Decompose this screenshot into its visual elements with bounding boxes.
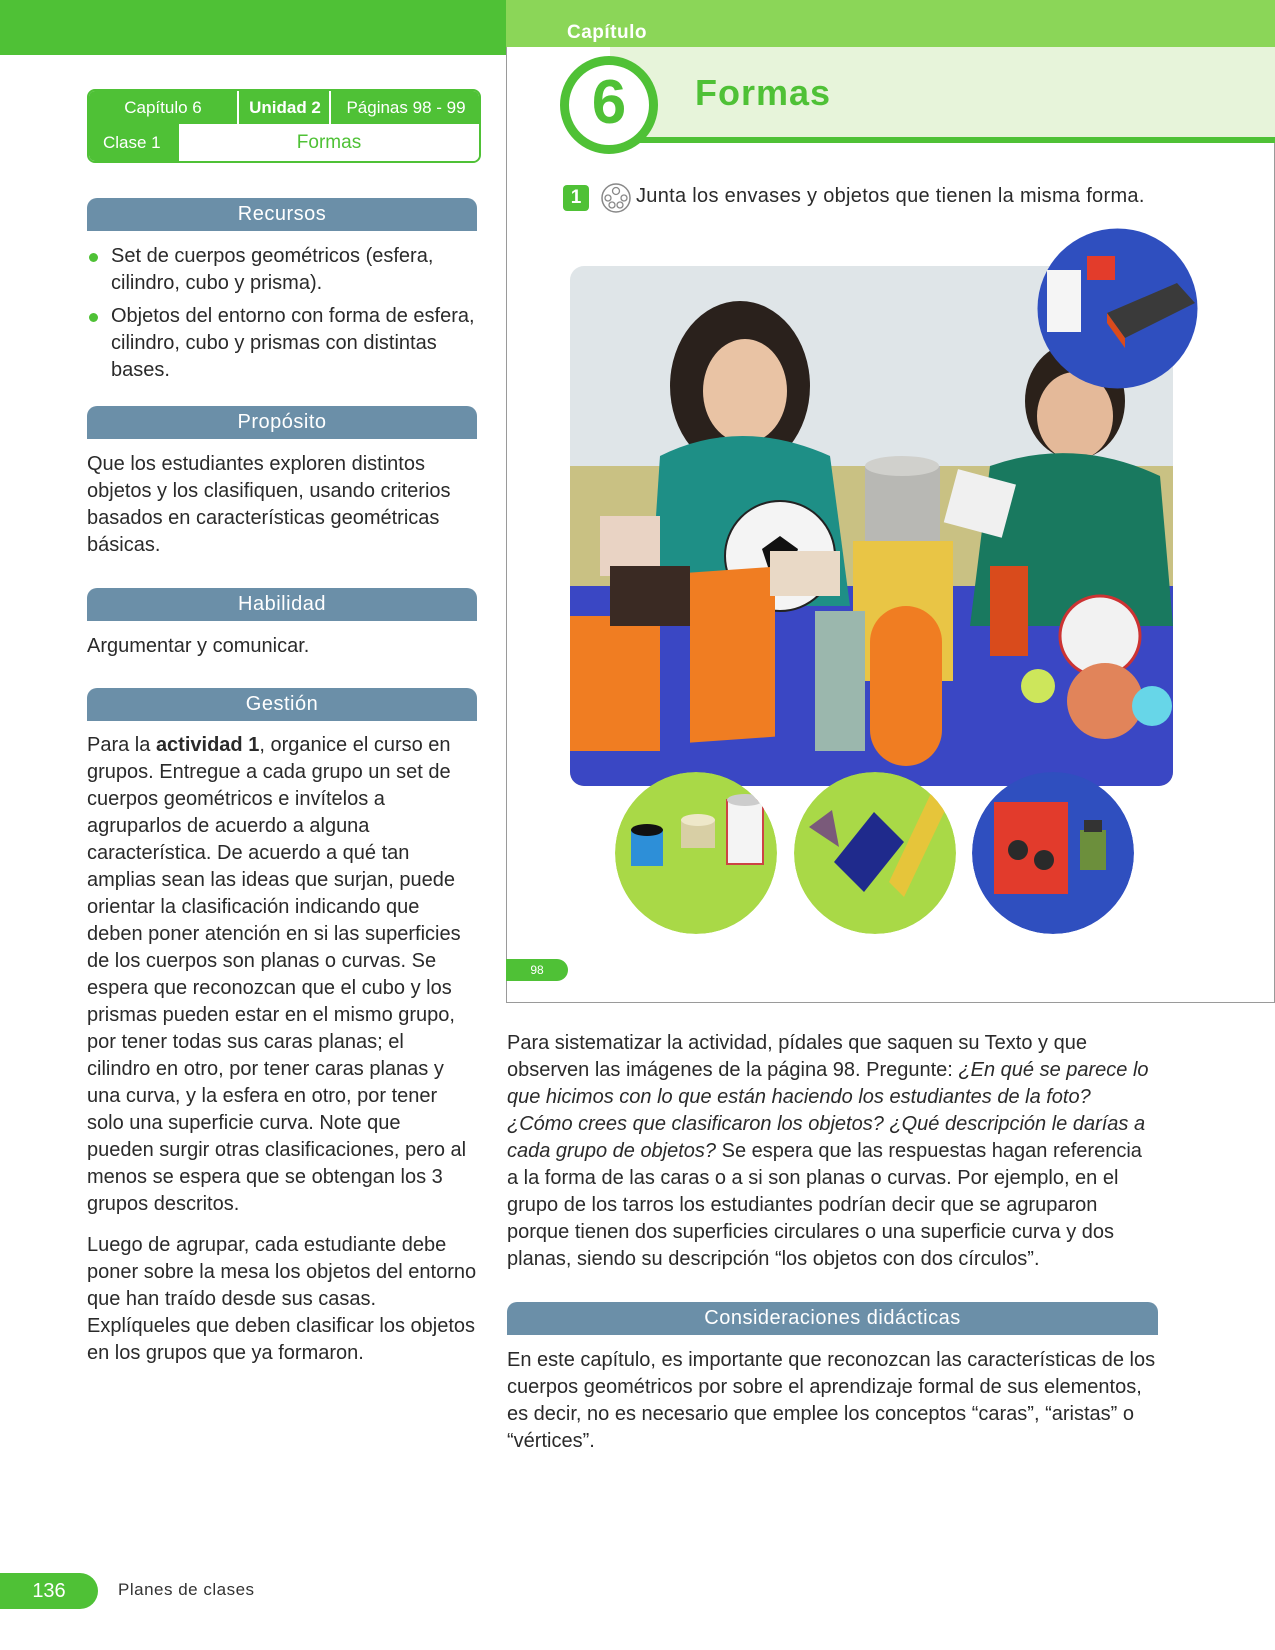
class-info-box: [87, 89, 481, 163]
chapter-title-underline: [600, 137, 1275, 143]
activity-number-badge: 1: [563, 185, 589, 211]
mixed-objects-inset: [972, 772, 1134, 934]
class-cell: Clase 1: [89, 124, 179, 161]
chapter-number: 6: [591, 68, 627, 137]
footer-page-number: 136: [0, 1573, 98, 1609]
chapter-label: Capítulo: [567, 22, 647, 43]
gestion-paragraph-1: Para la actividad 1, organice el curso en grupos. Entregue a cada grupo un set de cuerpos geométricos e invítelos a agruparlos de acuerdo a alguna característica. De acuerdo a qué tan amplias sean las ideas que surjan, puede orientar la clasificación indicando que deben poner atención en si las superficies de los cuerpos son planas o curvas. Se espera que reconozcan que el cubo y los prismas pueden estar en el mismo grupo, por tener todas sus caras planas; el cilindro en otro, por tener caras planas y una curva, y la esfera en otro, por tener solo una superficie curva. Note que pueden surgir otras clasificaciones, pero al menos se espera que se obtengan los 3 grupos descritos.: [87, 734, 467, 1215]
habilidad-header: Habilidad: [87, 588, 477, 621]
group-work-icon: [600, 182, 632, 219]
chapter-title: Formas: [695, 72, 832, 113]
consideraciones-text: En este capítulo, es importante que reconozcan las características de los cuerpos geométricos por sobre el aprendizaje formal de sus elementos, es decir, no es necesario que emplee los conceptos “caras”, “aristas” o “vértices”.: [507, 1349, 1156, 1452]
unit-cell: Unidad 2: [237, 91, 331, 124]
consideraciones-header: Consideraciones didácticas: [507, 1302, 1158, 1335]
sistematizar-text: Para sistematizar la actividad, pídales que saquen su Texto y que observen las imágenes de la página 98. Pregunte: ¿En qué se parece lo que hicimos con lo que están haciendo los estudiantes de la foto? ¿Cómo crees que clasificaron los objetos? ¿Qué descripción le darías a cada grupo de objetos? Se espera que las respuestas hagan referencia a la forma de las caras o a si son planas o curvas. Por ejemplo, en el grupo de los tarros los estudiantes podrían decir que se agruparon porque tienen dos superficies circulares o una superficie curva y dos planas, siendo su descripción “los objetos con dos círculos”.: [507, 1032, 1149, 1270]
activity-instruction: Junta los envases y objetos que tienen la misma forma.: [636, 185, 1145, 207]
prisms-inset: [1037, 228, 1198, 389]
footer-label: Planes de clases: [118, 1580, 255, 1599]
recursos-header: Recursos: [87, 198, 477, 231]
list-item: Objetos del entorno con forma de esfera, cilindro, cubo y prismas con distintas bases.: [87, 303, 477, 384]
gestion-paragraph-2: Luego de agrupar, cada estudiante debe poner sobre la mesa los objetos del entorno que han traído desde sus casas. Explíqueles que deben clasificar los objetos en los grupos que ya formaron.: [87, 1234, 477, 1364]
pages-cell: Páginas 98 - 99: [329, 91, 481, 124]
recursos-list: [87, 243, 477, 390]
topic-cell: Formas: [296, 132, 362, 153]
chapter-cell: Capítulo 6: [124, 98, 202, 117]
triangular-prisms-inset: [794, 772, 956, 934]
top-band-left: [0, 0, 506, 55]
student-page-number: 98: [506, 959, 568, 981]
proposito-header: Propósito: [87, 406, 477, 439]
cylinders-inset: [615, 772, 777, 934]
list-item: Set de cuerpos geométricos (esfera, cilindro, cubo y prisma).: [87, 243, 477, 297]
habilidad-text: Argumentar y comunicar.: [87, 635, 310, 657]
gestion-header: Gestión: [87, 688, 477, 721]
proposito-text: Que los estudiantes exploren distintos objetos y los clasifiquen, usando criterios basados en características geométricas básicas.: [87, 453, 451, 556]
